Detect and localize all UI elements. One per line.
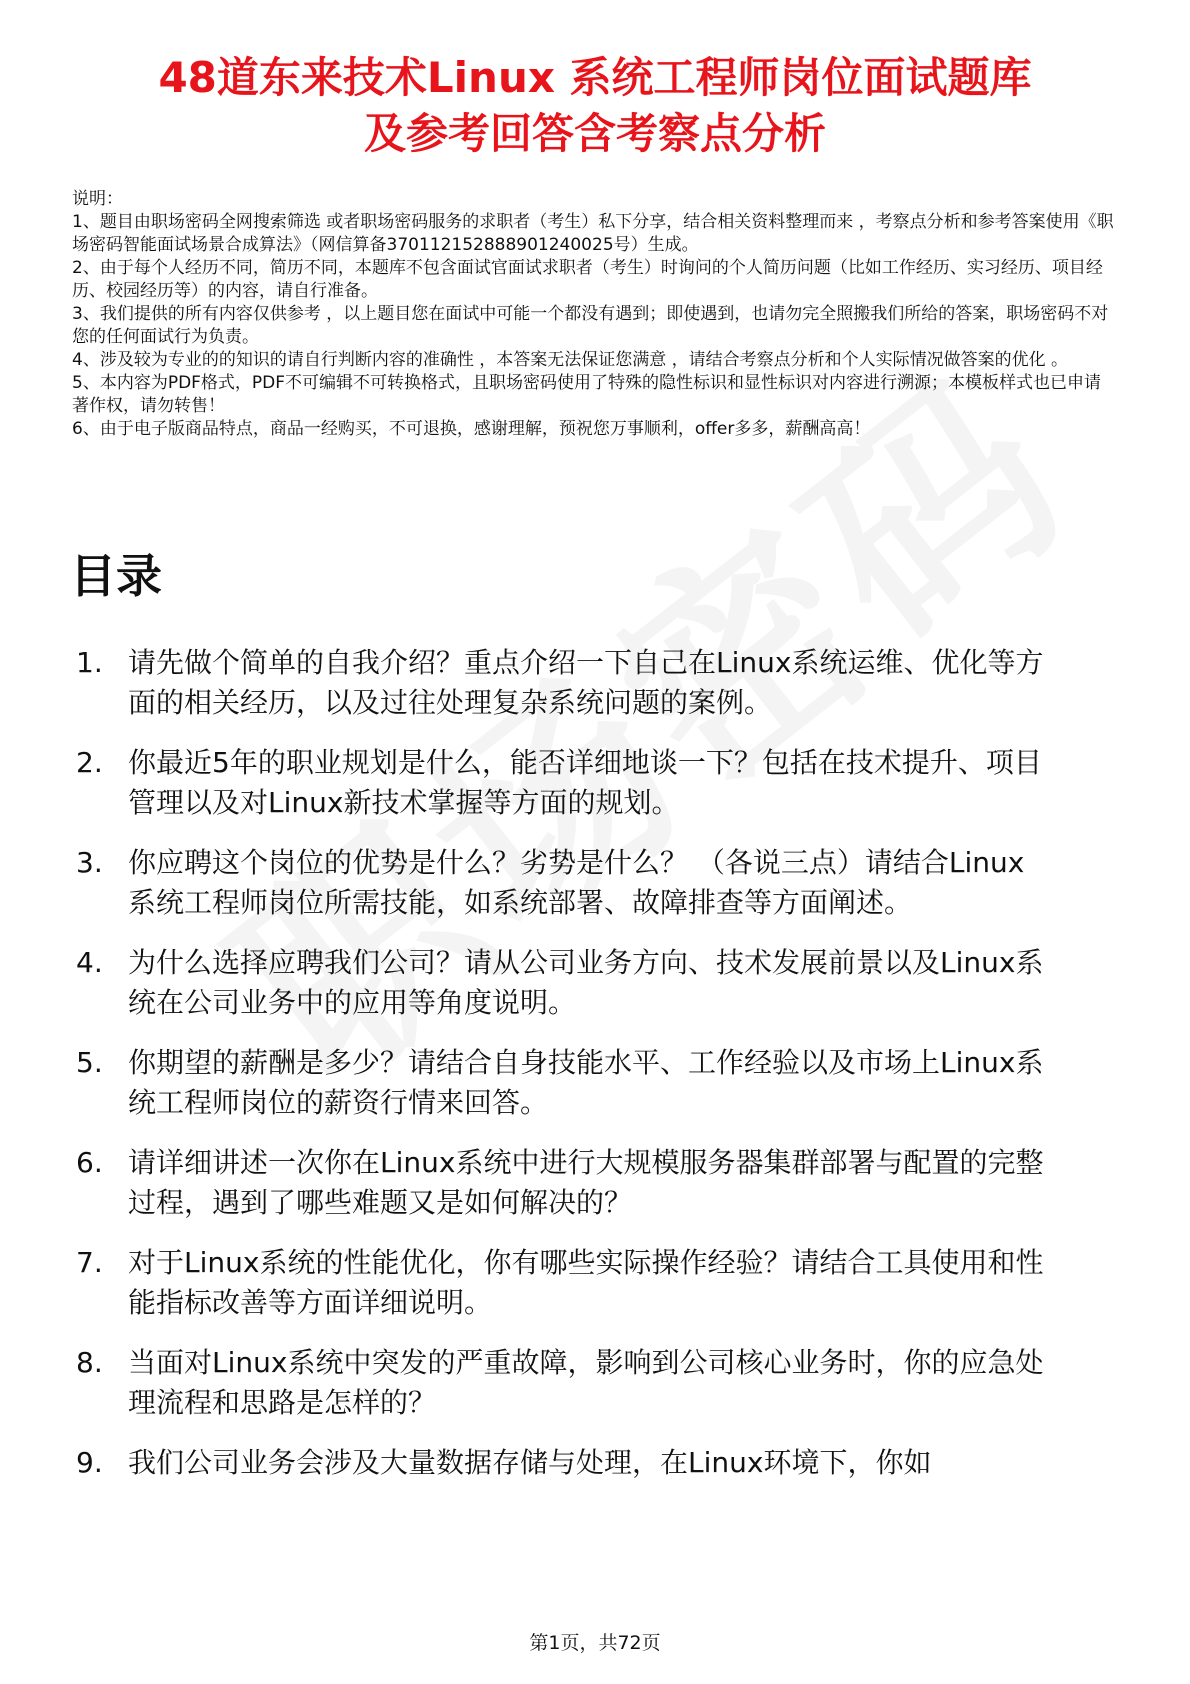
notes-section [72, 188, 1117, 441]
toc-item[interactable] [70, 743, 1050, 823]
note-item: 6、由于电子版商品特点，商品一经购买，不可退换，感谢理解，预祝您万事顺利，offer多多，薪酬高高！ [72, 419, 871, 439]
toc-item-text: 请详细讲述一次你在Linux系统中进行大规模服务器集群部署与配置的完整过程，遇到了哪些难题又是如何解决的？ [128, 1146, 1044, 1219]
notes-label: 说明： [72, 189, 123, 209]
note-item: 2、由于每个人经历不同，简历不同，本题库不包含面试官面试求职者（考生）时询问的个人简历问题（比如工作经历、实习经历、项目经历、校园经历等）的内容，请自行准备。 [72, 258, 1103, 301]
toc-item-number: 2. [76, 746, 103, 779]
toc-item[interactable] [70, 1343, 1050, 1423]
toc-item-number: 1. [76, 646, 103, 679]
toc-list [70, 643, 1050, 1503]
note-item: 3、我们提供的所有内容仅供参考 ，以上题目您在面试中可能一个都没有遇到；即使遇到，也请勿完全照搬我们所给的答案，职场密码不对您的任何面试行为负责。 [72, 304, 1109, 347]
note-item: 1、题目由职场密码全网搜索筛选 或者职场密码服务的求职者（考生）私下分享，结合相关资料整理而来 ，考察点分析和参考答案使用《职场密码智能面试场景合成算法》（网信算备370112152888901240025号）生成。 [72, 212, 1114, 255]
toc-item[interactable] [70, 1043, 1050, 1123]
toc-item-text: 你应聘这个岗位的优势是什么？劣势是什么？ （各说三点）请结合Linux系统工程师岗位所需技能，如系统部署、故障排查等方面阐述。 [128, 846, 1025, 919]
title-line-2: 及参考回答含考察点分析 [363, 109, 826, 158]
toc-item-text: 对于Linux系统的性能优化，你有哪些实际操作经验？请结合工具使用和性能指标改善等方面详细说明。 [128, 1246, 1044, 1319]
toc-item-number: 8. [76, 1346, 103, 1379]
toc-item[interactable] [70, 843, 1050, 923]
title-line-1: 48道东来技术Linux 系统工程师岗位面试题库 [158, 53, 1032, 102]
toc-item[interactable] [70, 1243, 1050, 1323]
note-item: 4、涉及较为专业的的知识的请自行判断内容的准确性 ，本答案无法保证您满意 ，请结合考察点分析和个人实际情况做答案的优化 。 [72, 350, 1069, 370]
toc-item-text: 当面对Linux系统中突发的严重故障，影响到公司核心业务时，你的应急处理流程和思路是怎样的？ [128, 1346, 1044, 1419]
toc-item[interactable] [70, 1143, 1050, 1223]
toc-item[interactable] [70, 943, 1050, 1023]
document-title [0, 50, 1190, 162]
toc-item-text: 你最近5年的职业规划是什么，能否详细地谈一下？包括在技术提升、项目管理以及对Linux新技术掌握等方面的规划。 [128, 746, 1042, 819]
toc-item-text: 我们公司业务会涉及大量数据存储与处理，在Linux环境下，你如 [128, 1446, 932, 1479]
toc-item-number: 7. [76, 1246, 103, 1279]
toc-item-number: 5. [76, 1046, 103, 1079]
page-number: 第1页，共72页 [529, 1632, 661, 1654]
toc-item-number: 4. [76, 946, 103, 979]
toc-item-number: 6. [76, 1146, 103, 1179]
toc-item[interactable] [70, 643, 1050, 723]
toc-heading: 目录 [70, 549, 162, 603]
toc-item-number: 3. [76, 846, 103, 879]
toc-item-text: 请先做个简单的自我介绍？重点介绍一下自己在Linux系统运维、优化等方面的相关经历，以及过往处理复杂系统问题的案例。 [128, 646, 1044, 719]
toc-item-number: 9. [76, 1446, 103, 1479]
note-item: 5、本内容为PDF格式，PDF不可编辑不可转换格式，且职场密码使用了特殊的隐性标识和显性标识对内容进行溯源；本模板样式也已申请著作权，请勿转售！ [72, 373, 1102, 416]
toc-item[interactable] [70, 1443, 1050, 1483]
toc-item-text: 为什么选择应聘我们公司？请从公司业务方向、技术发展前景以及Linux系统在公司业务中的应用等角度说明。 [128, 946, 1044, 1019]
toc-item-text: 你期望的薪酬是多少？请结合自身技能水平、工作经验以及市场上Linux系统工程师岗位的薪资行情来回答。 [128, 1046, 1044, 1119]
